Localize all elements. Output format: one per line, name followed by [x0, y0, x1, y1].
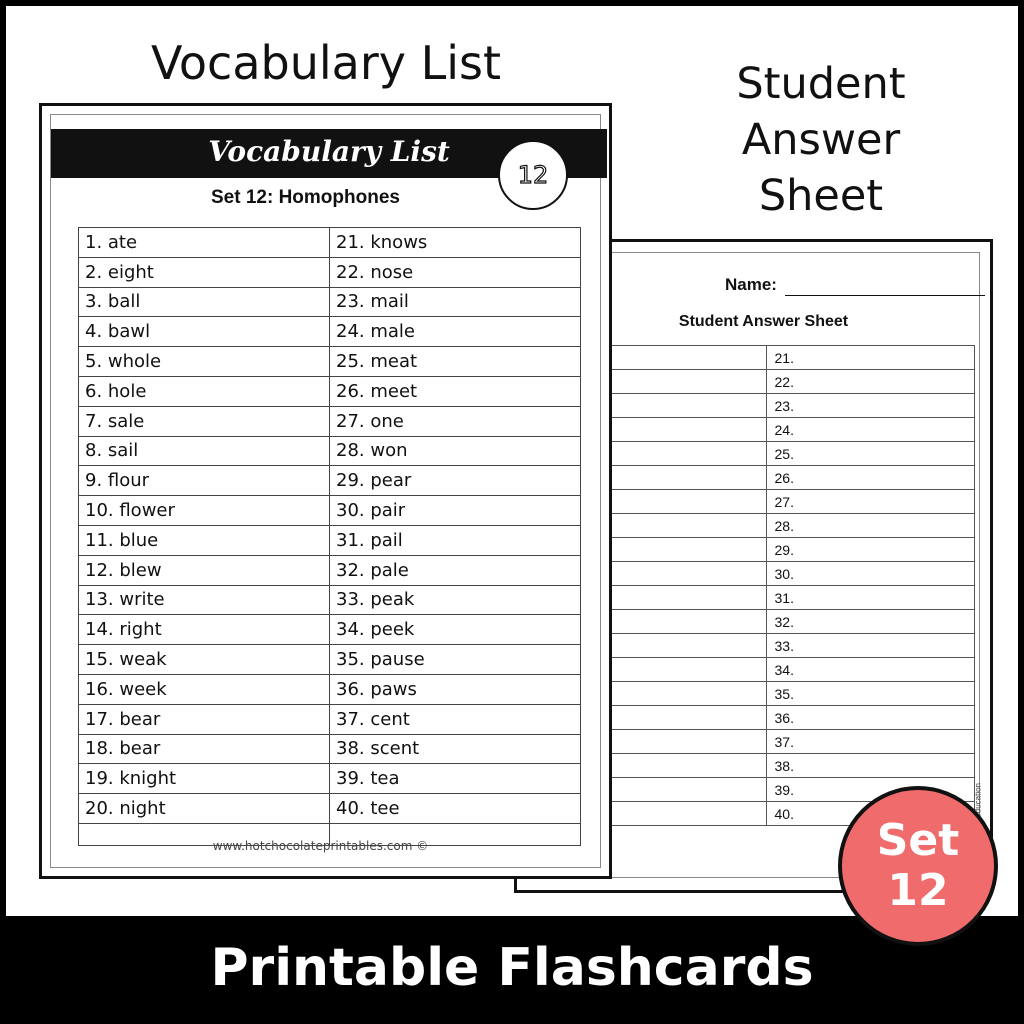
vocab-cell: 27. one — [330, 406, 581, 436]
answer-number-cell: 40. — [766, 802, 975, 826]
vocabulary-sheet-page — [39, 103, 612, 879]
vocab-cell: 5. whole — [79, 347, 330, 377]
vocab-row — [79, 466, 581, 496]
answer-number-cell: 31. — [766, 586, 975, 610]
vocab-row — [79, 287, 581, 317]
answer-number-cell: 32. — [766, 610, 975, 634]
vocab-cell: 21. knows — [330, 228, 581, 258]
answer-number-cell: 37. — [766, 730, 975, 754]
answer-sheet-title: Student Answer Sheet — [678, 313, 849, 330]
vocab-cell: 12. blew — [79, 555, 330, 585]
badge-line-1: Set — [876, 815, 960, 866]
vocabulary-grid — [78, 227, 581, 846]
answer-number-cell: 29. — [766, 538, 975, 562]
answer-number-cell: 30. — [766, 562, 975, 586]
vocab-row — [79, 794, 581, 824]
vocab-row — [79, 734, 581, 764]
heading-line: Sheet — [758, 171, 884, 221]
vocabulary-list-heading: Vocabulary List — [150, 36, 501, 90]
vocab-cell: 26. meet — [330, 376, 581, 406]
set-badge — [838, 786, 998, 946]
vocab-cell: 38. scent — [330, 734, 581, 764]
answer-number-cell: 36. — [766, 706, 975, 730]
answer-number-cell: 33. — [766, 634, 975, 658]
vocab-cell: 40. tee — [330, 794, 581, 824]
answer-number-cell: 39. — [766, 778, 975, 802]
website-credit: www.hotchocolateprintables.com © — [212, 839, 429, 853]
vocab-cell: 23. mail — [330, 287, 581, 317]
vocab-row — [79, 376, 581, 406]
answer-number-cell: 21. — [766, 346, 975, 370]
vocab-row — [79, 436, 581, 466]
vocabulary-sheet-border — [50, 114, 601, 868]
vocab-row — [79, 645, 581, 675]
vocab-cell: 9. flour — [79, 466, 330, 496]
vocab-cell: 30. pair — [330, 496, 581, 526]
vocab-row — [79, 555, 581, 585]
vocab-cell: 6. hole — [79, 376, 330, 406]
answer-number-cell: 38. — [766, 754, 975, 778]
vocab-cell: 4. bawl — [79, 317, 330, 347]
product-canvas — [6, 6, 1018, 916]
vocab-row — [79, 317, 581, 347]
vocab-cell: 14. right — [79, 615, 330, 645]
answer-number-cell: 35. — [766, 682, 975, 706]
vocab-cell: 10. flower — [79, 496, 330, 526]
vocab-row — [79, 525, 581, 555]
answer-number-cell: 23. — [766, 394, 975, 418]
vocab-cell: 39. tea — [330, 764, 581, 794]
student-answer-sheet-heading — [696, 56, 946, 224]
vocab-cell: 28. won — [330, 436, 581, 466]
vocab-cell: 31. pail — [330, 525, 581, 555]
heading-line: Answer — [741, 115, 901, 165]
vocab-row — [79, 228, 581, 258]
vocab-cell: 17. bear — [79, 704, 330, 734]
vocab-cell: 35. pause — [330, 645, 581, 675]
answer-number-cell: 27. — [766, 490, 975, 514]
vocab-row — [79, 674, 581, 704]
vocab-cell: 8. sail — [79, 436, 330, 466]
vocab-cell: 29. pear — [330, 466, 581, 496]
answer-number-cell: 25. — [766, 442, 975, 466]
vertical-credit: e education — [973, 783, 982, 825]
vocab-cell: 3. ball — [79, 287, 330, 317]
vocab-cell: 20. night — [79, 794, 330, 824]
set-number: 12 — [517, 161, 549, 189]
vocab-cell: 32. pale — [330, 555, 581, 585]
vocab-cell: 15. weak — [79, 645, 330, 675]
vocab-row — [79, 704, 581, 734]
vocab-row — [79, 496, 581, 526]
vocab-cell: 37. cent — [330, 704, 581, 734]
vocab-cell: 24. male — [330, 317, 581, 347]
vocab-row — [79, 615, 581, 645]
vocab-cell: 1. ate — [79, 228, 330, 258]
set-title: Set 12: Homophones — [211, 187, 400, 208]
vocab-cell: 33. peak — [330, 585, 581, 615]
vocab-cell: 11. blue — [79, 525, 330, 555]
vocab-row — [79, 406, 581, 436]
vocab-row — [79, 347, 581, 377]
answer-number-cell: 28. — [766, 514, 975, 538]
vocab-cell: 16. week — [79, 674, 330, 704]
vocab-row — [79, 257, 581, 287]
vocab-cell: 19. knight — [79, 764, 330, 794]
answer-number-cell: 24. — [766, 418, 975, 442]
vocab-cell: 22. nose — [330, 257, 581, 287]
banner-title: Vocabulary List — [208, 135, 450, 168]
vocab-cell: 7. sale — [79, 406, 330, 436]
answer-number-cell: 26. — [766, 466, 975, 490]
name-line — [785, 295, 985, 296]
answer-number-cell: 34. — [766, 658, 975, 682]
vocab-row — [79, 585, 581, 615]
vocab-cell: 34. peek — [330, 615, 581, 645]
vocab-cell: 13. write — [79, 585, 330, 615]
badge-line-2: 12 — [887, 865, 949, 916]
heading-line: Student — [736, 59, 906, 109]
vocab-cell: 25. meat — [330, 347, 581, 377]
name-label: Name: — [725, 275, 777, 294]
vocab-cell: 2. eight — [79, 257, 330, 287]
vocab-row — [79, 764, 581, 794]
footer-title: Printable Flashcards — [210, 938, 814, 998]
vocab-cell: 18. bear — [79, 734, 330, 764]
answer-number-cell: 22. — [766, 370, 975, 394]
vocab-cell: 36. paws — [330, 674, 581, 704]
